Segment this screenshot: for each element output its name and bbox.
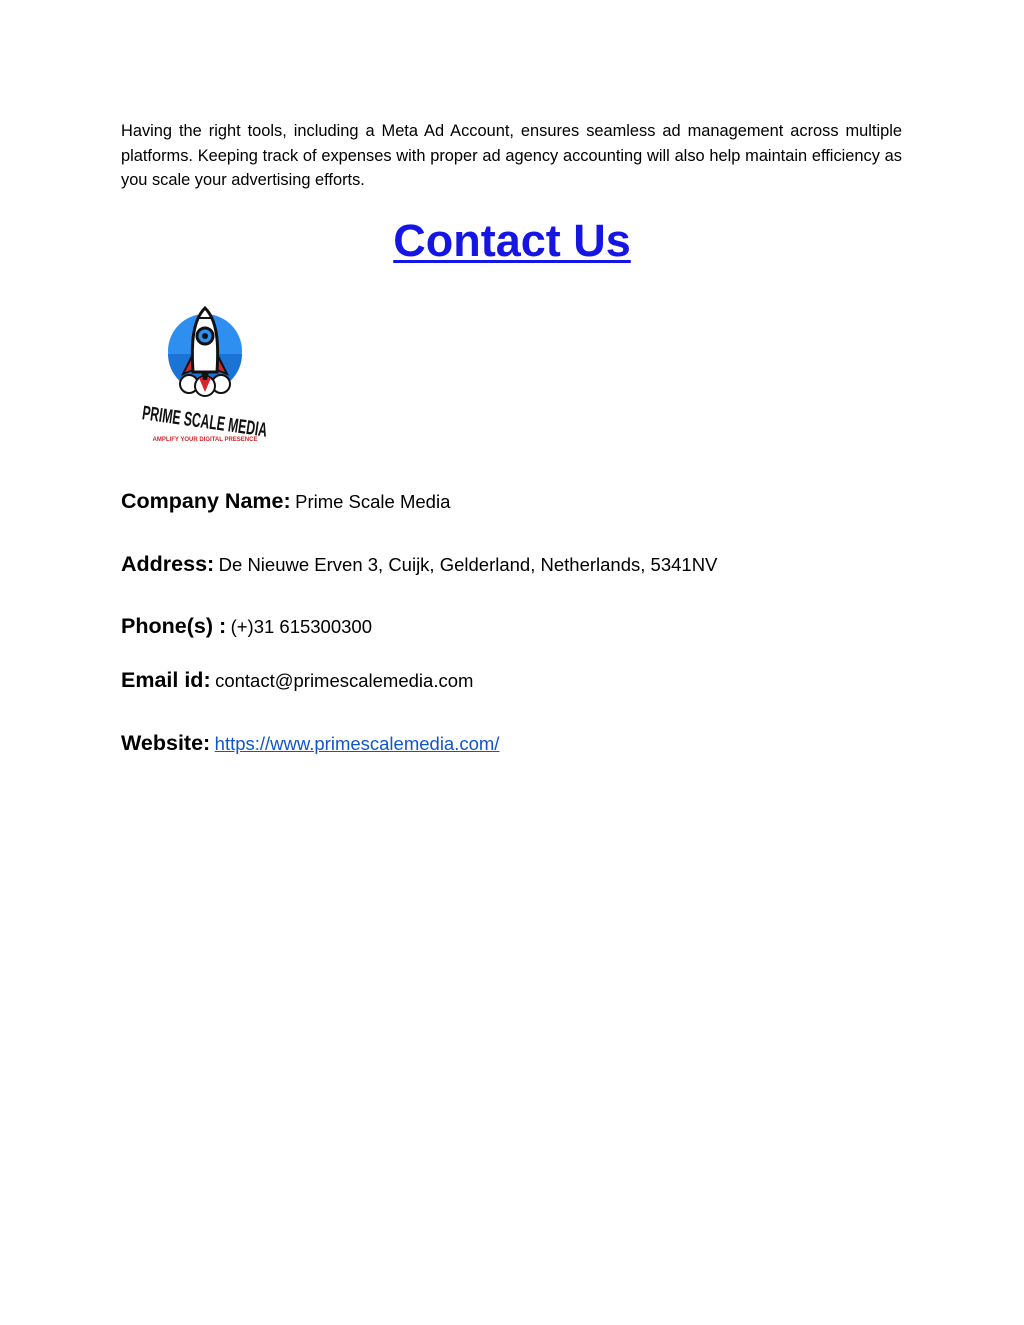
address-value: De Nieuwe Erven 3, Cuijk, Gelderland, Netherlands, 5341NV — [218, 554, 718, 575]
company-row — [121, 489, 450, 514]
page-title — [0, 214, 1024, 268]
email-row — [121, 668, 473, 693]
intro-paragraph: Having the right tools, including a Meta Ad Account, ensures seamless ad management across multiple platforms. Keeping track of expenses with proper ad agency accounting will also help maintain efficiency as you scale your advertising efforts. — [121, 122, 902, 190]
website-label: Website: — [121, 731, 211, 755]
company-label: Company Name: — [121, 489, 291, 513]
address-label: Address: — [121, 552, 215, 576]
email-value: contact@primescalemedia.com — [215, 670, 474, 691]
company-value: Prime Scale Media — [295, 491, 451, 512]
logo-tagline: AMPLIFY YOUR DIGITAL PRESENCE — [152, 437, 258, 443]
rocket-icon — [135, 302, 275, 450]
phone-value: (+)31 615300300 — [230, 616, 373, 637]
logo-brand-text: PRIME SCALE — [140, 402, 275, 444]
phone-row — [121, 614, 372, 639]
address-row — [121, 552, 717, 577]
company-logo — [135, 302, 275, 450]
contact-us-link[interactable]: Contact Us — [393, 215, 631, 266]
website-row — [121, 731, 499, 756]
phone-label: Phone(s) : — [121, 614, 227, 638]
website-link[interactable]: https://www.primescalemedia.com/ — [214, 733, 500, 754]
email-label: Email id: — [121, 668, 211, 692]
